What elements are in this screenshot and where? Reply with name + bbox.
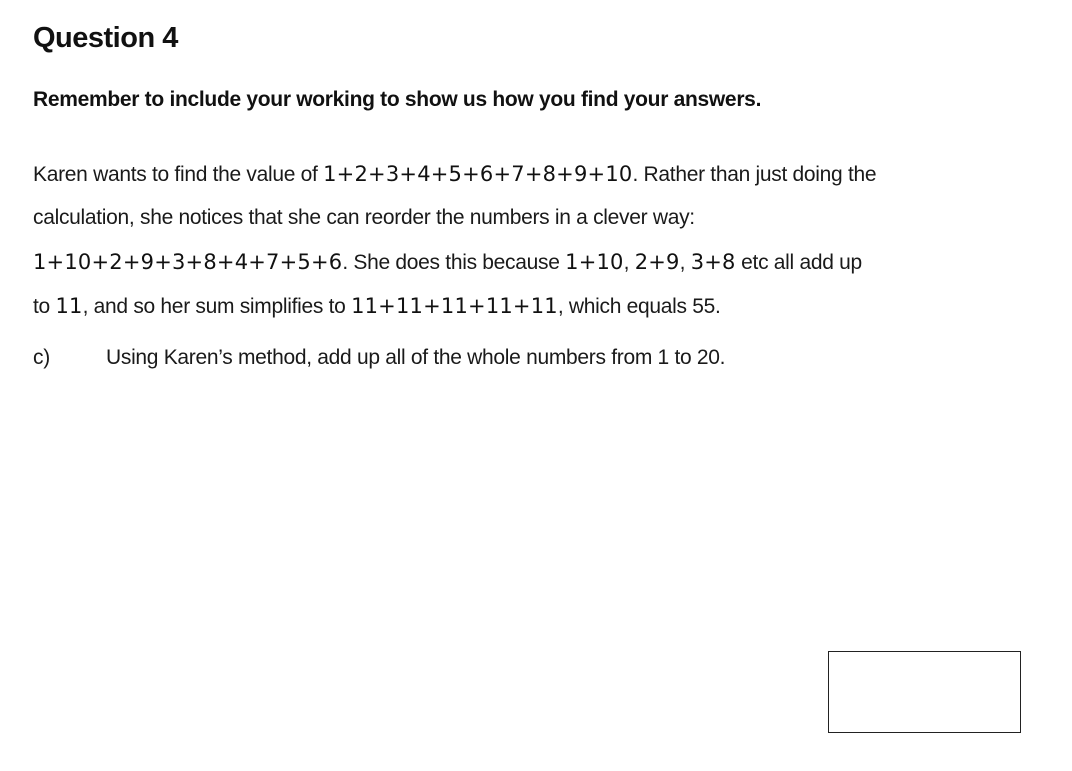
math-expression: 11+11+11+11+11 [351, 294, 558, 318]
question-title: Question 4 [33, 22, 178, 54]
math-expression: 1+10+2+9+3+8+4+7+5+6 [33, 250, 343, 274]
passage-text: , which equals 55. [557, 295, 721, 318]
passage-text: Karen wants to find the value of [33, 163, 324, 186]
math-expression: 1+2+3+4+5+6+7+8+9+10 [323, 162, 633, 186]
part-c-question [33, 346, 725, 370]
working-reminder: Remember to include your working to show us how you find your answers. [33, 88, 762, 111]
math-expression: 3+8 [690, 250, 736, 274]
answer-box[interactable] [828, 651, 1021, 733]
passage-text: , [679, 251, 691, 274]
passage-line-2 [33, 196, 993, 240]
question-passage [33, 152, 993, 328]
passage-text: , and so her sum simplifies to [82, 295, 352, 318]
math-expression: 1+10 [565, 250, 624, 274]
part-c-label: c) [33, 346, 50, 369]
passage-text: etc all add up [735, 251, 862, 274]
passage-text: to [33, 295, 56, 318]
part-c-text: Using Karen’s method, add up all of the whole numbers from 1 to 20. [106, 346, 726, 369]
passage-text: calculation, she notices that she can reorder the numbers in a clever way: [33, 206, 695, 229]
passage-text: . Rather than just doing the [632, 163, 877, 186]
passage-line-3 [33, 240, 993, 284]
passage-text: , [623, 251, 635, 274]
passage-line-4 [33, 284, 993, 328]
passage-text: . She does this because [342, 251, 566, 274]
math-expression: 2+9 [634, 250, 680, 274]
math-expression: 11 [55, 294, 83, 318]
passage-line-1 [33, 152, 993, 196]
